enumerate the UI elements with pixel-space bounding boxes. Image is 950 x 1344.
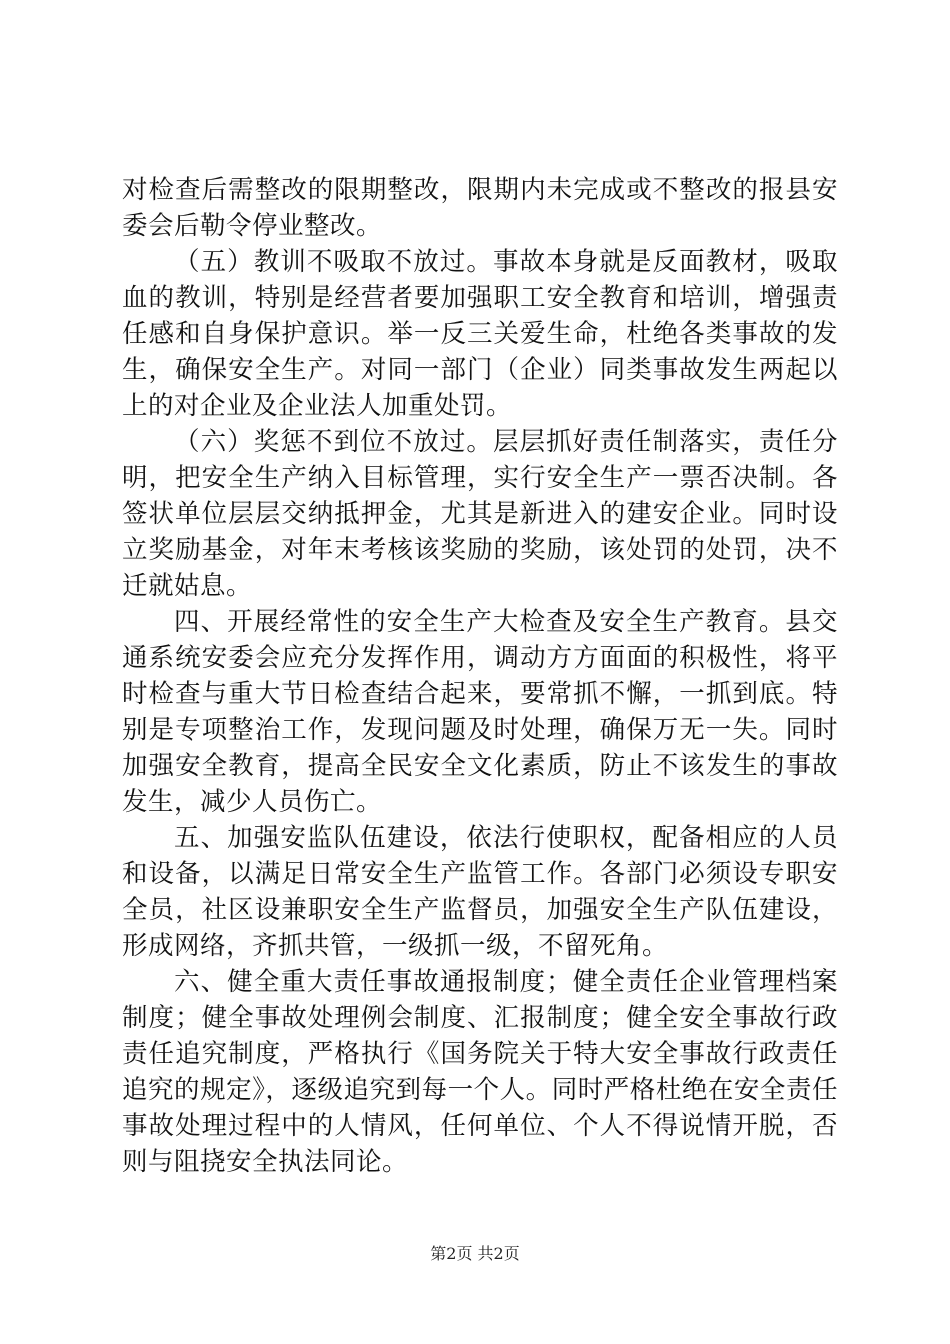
paragraph-section-4: 四、开展经常性的安全生产大检查及安全生产教育。县交通系统安委会应充分发挥作用，调动方方面面的积极性，将平时检查与重大节日检查结合起来，要常抓不懈，一抓到底。特别是专项整治工作，发现问题及时处理，确保万无一失。同时加强安全教育，提高全民安全文化素质，防止不该发生的事故发生，减少人员伤亡。 <box>122 607 838 817</box>
paragraph-item-5: （五）教训不吸取不放过。事故本身就是反面教材，吸取血的教训，特别是经营者要加强职工安全教育和培训，增强责任感和自身保护意识。举一反三关爱生命，杜绝各类事故的发生，确保安全生产。对同一部门（企业）同类事故发生两起以上的对企业及企业法人加重处罚。 <box>122 247 838 421</box>
page-footer: 第2页 共2页 <box>430 1244 520 1263</box>
paragraph-section-6: 六、健全重大责任事故通报制度；健全责任企业管理档案制度；健全事故处理例会制度、汇报制度；健全安全事故行政责任追究制度，严格执行《国务院关于特大安全事故行政责任追究的规定》，逐级追究到每一个人。同时严格杜绝在安全责任事故处理过程中的人情风，任何单位、个人不得说情开脱，否则与阻挠安全执法同论。 <box>122 967 838 1177</box>
paragraph-section-5: 五、加强安监队伍建设，依法行使职权，配备相应的人员和设备，以满足日常安全生产监管工作。各部门必须设专职安全员，社区设兼职安全生产监督员，加强安全生产队伍建设，形成网络，齐抓共管，一级抓一级，不留死角。 <box>122 823 838 961</box>
paragraph-item-6: （六）奖惩不到位不放过。层层抓好责任制落实，责任分明，把安全生产纳入目标管理，实行安全生产一票否决制。各签状单位层层交纳抵押金，尤其是新进入的建安企业。同时设立奖励基金，对年末考核该奖励的奖励，该处罚的处罚，决不迁就姑息。 <box>122 427 838 601</box>
document-body <box>122 172 838 1180</box>
paragraph-continuation: 对检查后需整改的限期整改，限期内未完成或不整改的报县安委会后勒令停业整改。 <box>122 175 838 241</box>
